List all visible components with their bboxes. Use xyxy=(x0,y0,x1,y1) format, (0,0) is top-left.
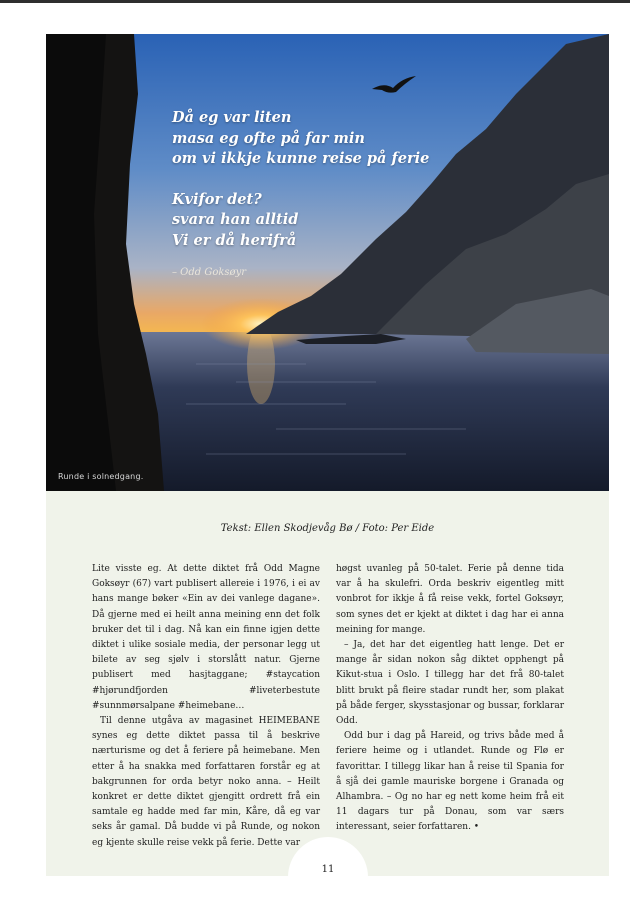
page-number-badge xyxy=(288,837,368,917)
paragraph: høgst uvanleg på 50-talet. Ferie på denne tida var å ha skulefri. Orda beskriv eigentleg mitt vonbrot for ikkje å få reise vekk, fortel Goksøyr, som synes det er kjekt at diktet i dag har ei anna meining for mange. xyxy=(336,564,564,635)
poem-author: – Odd Goksøyr xyxy=(172,267,247,278)
poem-line: om vi ikkje kunne reise på ferie xyxy=(172,150,430,167)
paragraph: Lite visste eg. At dette diktet frå Odd Magne Goksøyr (67) vart publisert allereie i 1976, i ei av hans mange bøker «Ein av dei vanlege dagane». Då gjerne med ei heilt anna meining enn det folk bruker det til i dag. Nå kan ein finne igjen dette diktet i ulike sosiale media, der personar legg ut bilete av seg sjølv i storslått natur. Gjerne publisert med hasjtaggane; #staycation #hjørundfjorden #liveterbestute #sunnmørsalpane #heimebane… xyxy=(92,564,320,711)
poem xyxy=(172,108,472,251)
poem-line: Då eg var liten xyxy=(172,109,292,126)
sunset-illustration xyxy=(46,34,609,491)
paragraph: Til denne utgåva av magasinet HEIMEBANE synes eg dette diktet passa til å beskrive nærturisme og det å feriere på heimebane. Men etter å ha snakka med forfattaren forstår eg at bakgrunnen for orda betyr noko anna. – Heilt konkret er dette diktet gjengitt ordrett frå ein samtale eg hadde med far min, Kåre, då eg var seks år gamal. Då budde vi på Runde, og nokon eg kjente skulle reise vekk på ferie. Dette var xyxy=(92,716,320,848)
page-number: 11 xyxy=(321,864,335,875)
paragraph: – Ja, det har det eigentleg hatt lenge. Det er mange år sidan nokon såg diktet opphengt på Kikut-stua i Oslo. I tillegg har det frå 80-talet blitt brukt på fleire stadar rundt her, som plakat på både ferger, skysstasjonar og bussar, forklarar Odd. xyxy=(336,640,564,727)
poem-line: Kvifor det? xyxy=(172,190,262,208)
poem-line: Vi er då herifrå xyxy=(172,231,297,249)
byline: Tekst: Ellen Skodjevåg Bø / Foto: Per Eide xyxy=(220,523,435,534)
paragraph: Odd bur i dag på Hareid, og trivs både med å feriere heime og i utlandet. Runde og Flø er favorittar. I tillegg likar han å reise til Spania for å sjå dei gamle mauriske borgene i Granada og Alhambra. – Og no har eg nett kome heim frå eit 11 dagars tur på Donau, som var særs interessant, seier forfattaren. • xyxy=(336,731,564,833)
article-column-left xyxy=(92,562,320,851)
top-rule xyxy=(0,0,630,3)
sunset-photo xyxy=(46,34,609,491)
photo-caption: Runde i solnedgang. xyxy=(58,472,144,481)
article-column-right xyxy=(336,562,564,836)
poem-line: masa eg ofte på far min xyxy=(172,129,365,147)
poem-line: svara han alltid xyxy=(172,211,299,228)
